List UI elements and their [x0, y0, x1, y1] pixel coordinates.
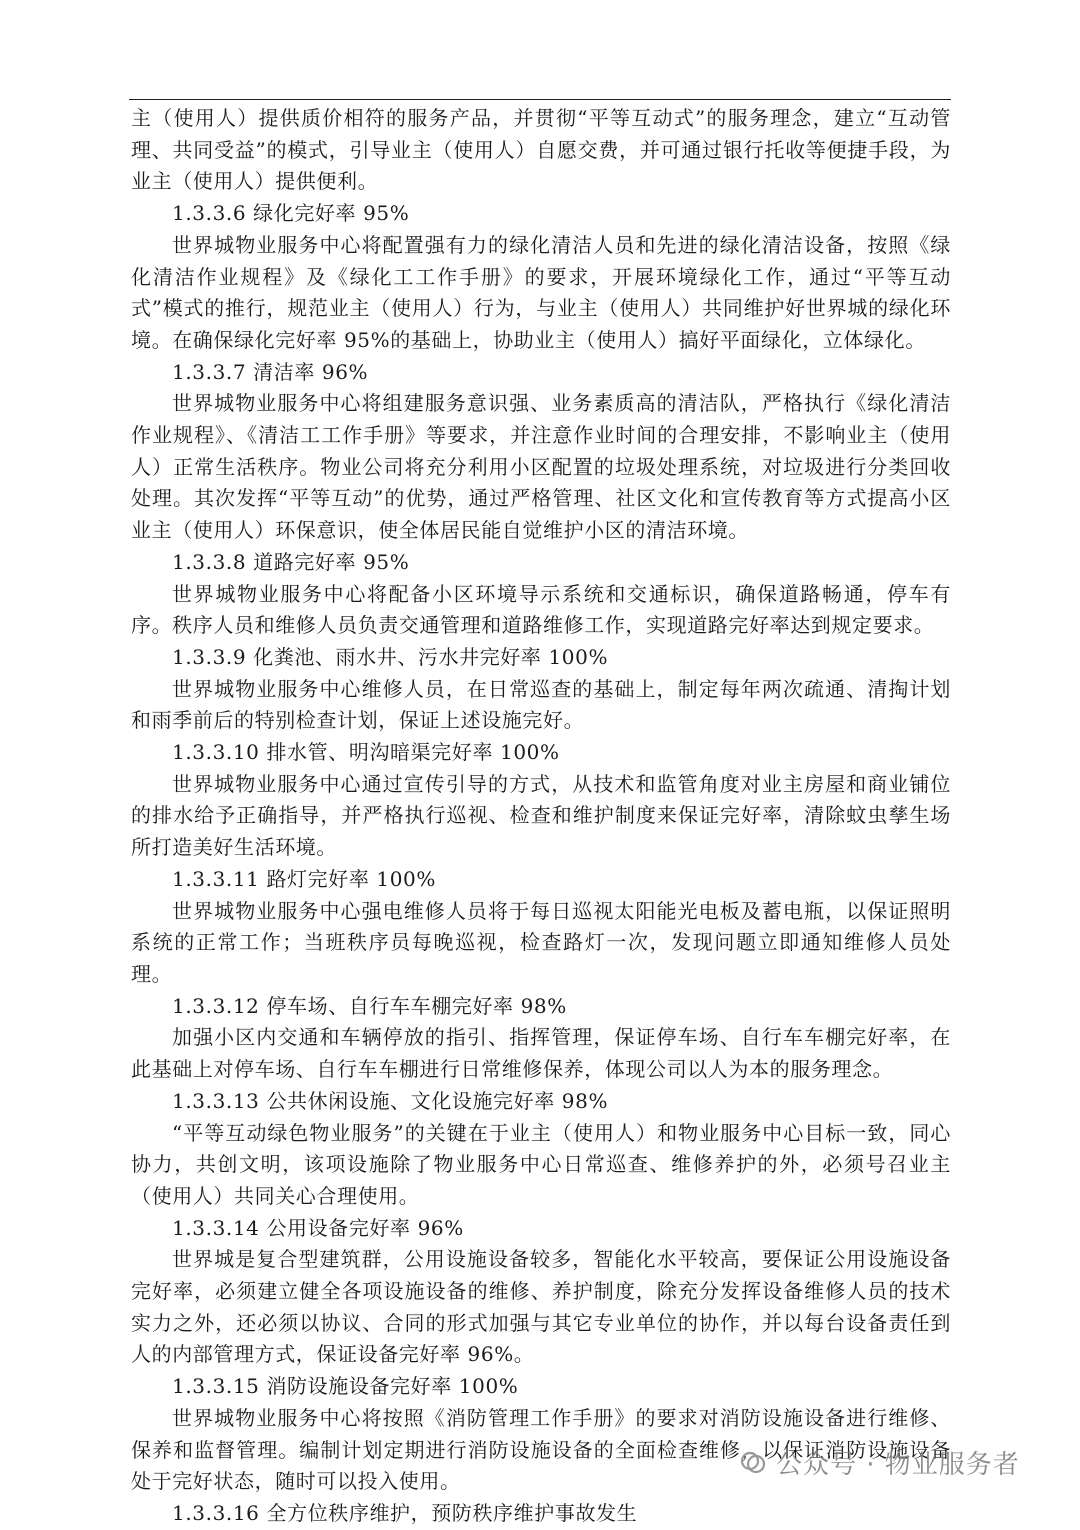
paragraph: 世界城物业服务中心通过宣传引导的方式，从技术和监管角度对业主房屋和商业铺位的排水给予正确指导，并严格执行巡视、检查和维护制度来保证完好率，清除蚊虫孳生场所打造美好生活环境。: [131, 771, 951, 860]
paragraph: 主（使用人）提供质价相符的服务产品，并贯彻“平等互动式”的服务理念，建立“互动管理、共同受益”的模式，引导业主（使用人）自愿交费，并可通过银行托收等便捷手段，为业主（使用人）提供便利。: [131, 106, 951, 194]
header-rule: [129, 99, 951, 100]
section-heading: 1.3.3.6 绿化完好率 95%: [172, 201, 410, 226]
paragraph: “平等互动绿色物业服务”的关键在于业主（使用人）和物业服务中心目标一致，同心协力，共创文明，该项设施除了物业服务中心日常巡查、维修养护的外，必须号召业主（使用人）共同关心合理使用。: [131, 1120, 951, 1208]
section-heading: 1.3.3.11 路灯完好率 100%: [172, 866, 436, 891]
paragraph: 世界城物业服务中心将配备小区环境导示系统和交通标识，确保道路畅通，停车有序。秩序人员和维修人员负责交通管理和道路维修工作，实现道路完好率达到规定要求。: [131, 581, 951, 638]
section-heading: 1.3.3.7 清洁率 96%: [172, 359, 369, 384]
paragraph: 加强小区内交通和车辆停放的指引、指挥管理，保证停车场、自行车车棚完好率，在此基础上对停车场、自行车车棚进行日常维修保养，体现公司以人为本的服务理念。: [131, 1025, 951, 1082]
section-heading: 1.3.3.13 公共休闲设施、文化设施完好率 98%: [172, 1088, 609, 1113]
paragraph: 世界城物业服务中心将配置强有力的绿化清洁人员和先进的绿化清洁设备，按照《绿化清洁作业规程》及《绿化工工作手册》的要求，开展环境绿化工作，通过“平等互动式”模式的推行，规范业主（使用人）行为，与业主（使用人）共同维护好世界城的绿化环境。在确保绿化完好率 95%的基础上，协助业主（使用人）搞好平面绿化，立体绿化。: [131, 232, 951, 352]
section-heading: 1.3.3.8 道路完好率 95%: [172, 549, 410, 574]
paragraph: 世界城物业服务中心将按照《消防管理工作手册》的要求对消防设施设备进行维修、保养和监督管理。编制计划定期进行消防设施设备的全面检查维修，以保证消防设施设备处于完好状态，随时可以投入使用。: [131, 1405, 951, 1494]
paragraph: 世界城物业服务中心维修人员，在日常巡查的基础上，制定每年两次疏通、清掏计划和雨季前后的特别检查计划，保证上述设施完好。: [131, 676, 951, 733]
document-body: [131, 103, 951, 1530]
section-heading: 1.3.3.9 化粪池、雨水井、污水井完好率 100%: [172, 644, 609, 669]
paragraph: 世界城物业服务中心将组建服务意识强、业务素质高的清洁队，严格执行《绿化清洁作业规程》、《清洁工工作手册》等要求，并注意作业时间的合理安排，不影响业主（使用人）正常生活秩序。物业公司将充分利用小区配置的垃圾处理系统，对垃圾进行分类回收处理。其次发挥“平等互动”的优势，通过严格管理、社区文化和宣传教育等方式提高小区业主（使用人）环保意识，使全体居民能自觉维护小区的清洁环境。: [131, 391, 951, 543]
watermark-text: 公众号 · 物业服务者: [776, 1449, 1020, 1480]
section-heading: 1.3.3.14 公用设备完好率 96%: [172, 1215, 464, 1240]
watermark: [738, 1440, 1020, 1484]
section-heading: 1.3.3.16 全方位秩序维护，预防秩序维护事故发生: [172, 1500, 638, 1525]
paragraph: 世界城是复合型建筑群，公用设施设备较多，智能化水平较高，要保证公用设施设备完好率，必须建立健全各项设施设备的维修、养护制度，除充分发挥设备维修人员的技术实力之外，还必须以协议、合同的形式加强与其它专业单位的协作，并以每台设备责任到人的内部管理方式，保证设备完好率 96%。: [131, 1247, 951, 1367]
section-heading: 1.3.3.10 排水管、明沟暗渠完好率 100%: [172, 740, 560, 765]
section-heading: 1.3.3.15 消防设施设备完好率 100%: [172, 1374, 519, 1399]
wechat-official-account-icon: [738, 1447, 768, 1477]
section-heading: 1.3.3.12 停车场、自行车车棚完好率 98%: [172, 993, 567, 1018]
paragraph: 世界城物业服务中心强电维修人员将于每日巡视太阳能光电板及蓄电瓶，以保证照明系统的正常工作；当班秩序员每晚巡视，检查路灯一次，发现问题立即通知维修人员处理。: [131, 898, 951, 986]
